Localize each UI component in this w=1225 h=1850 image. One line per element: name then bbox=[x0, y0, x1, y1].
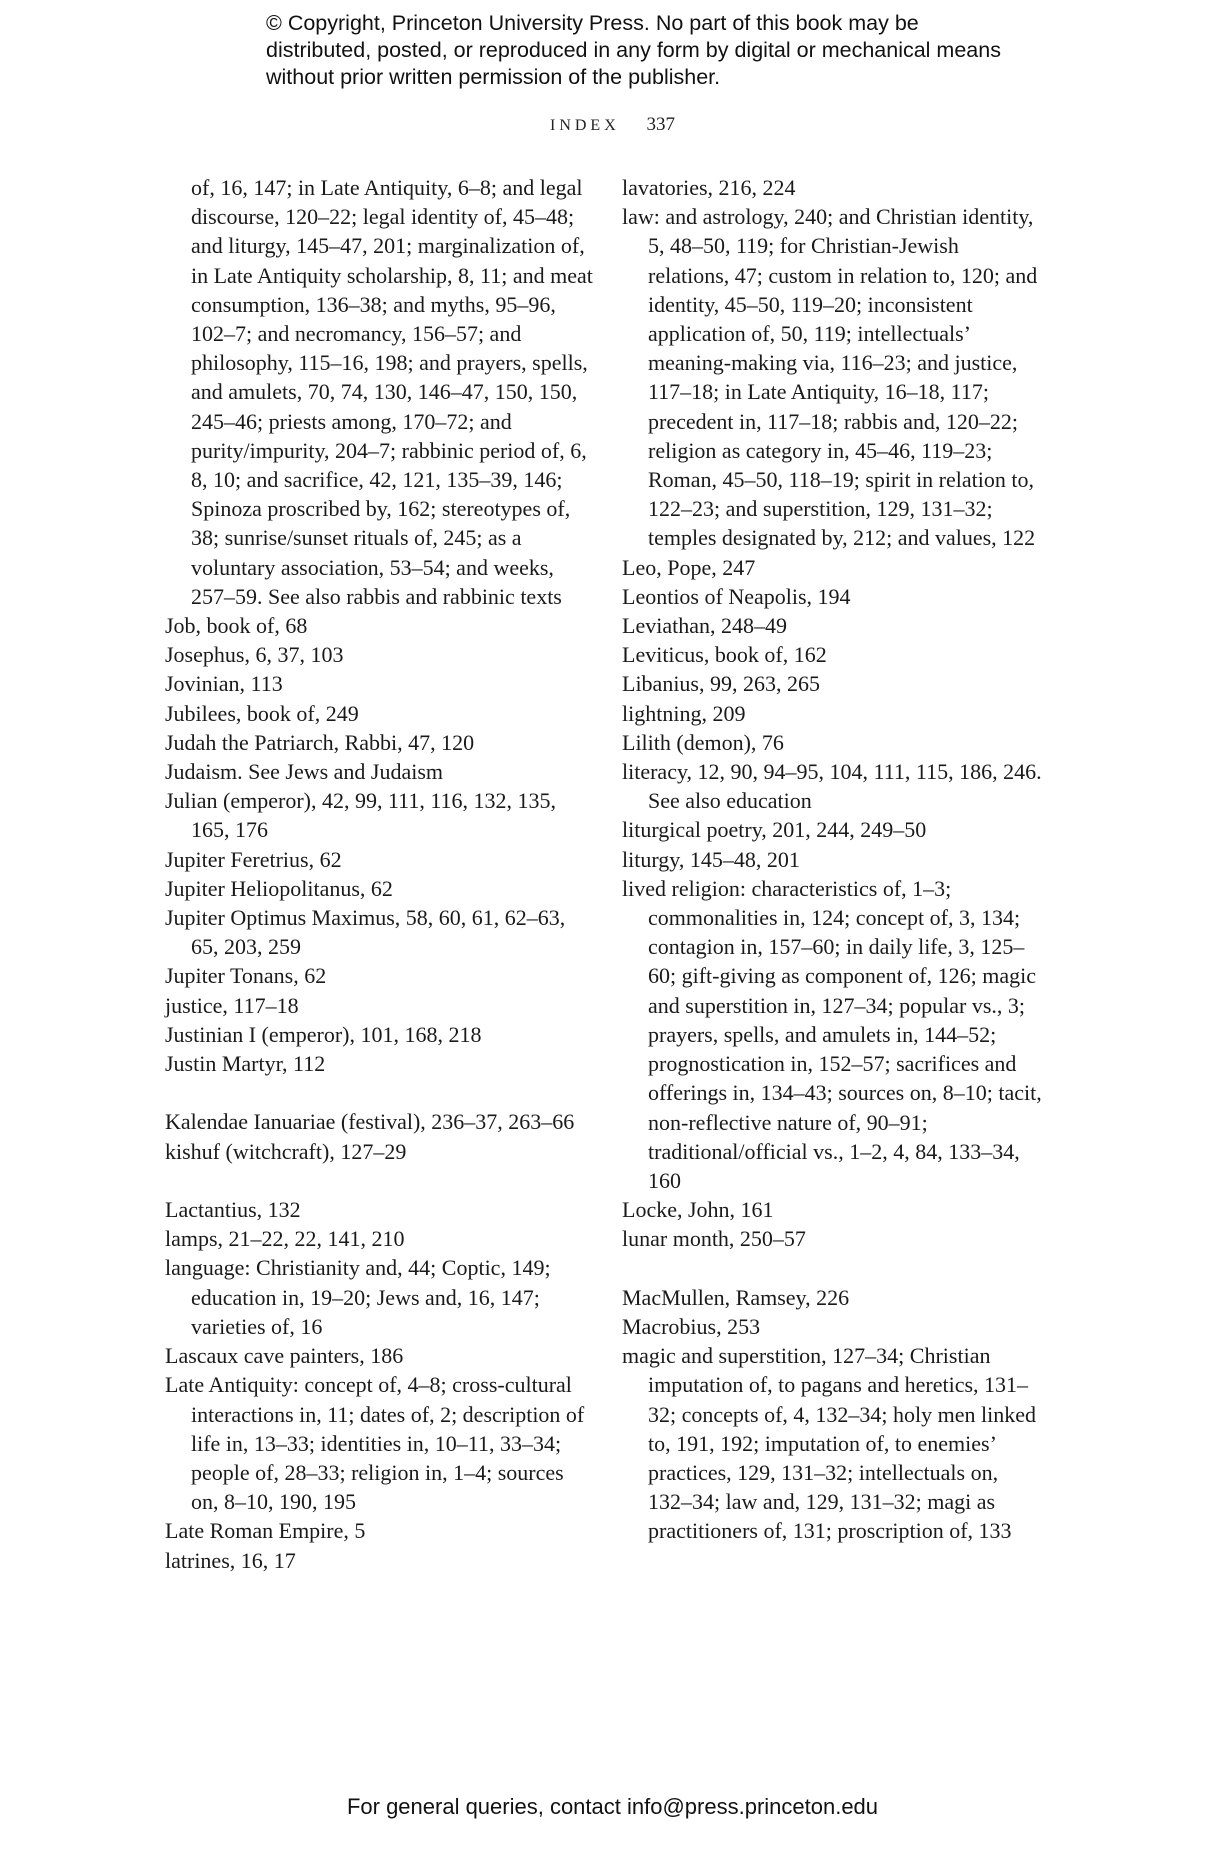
index-entry: liturgy, 145–48, 201 bbox=[622, 846, 800, 872]
index-column-right bbox=[622, 173, 1042, 1546]
index-entry: Justinian I (emperor), 101, 168, 218 bbox=[165, 1021, 482, 1047]
index-entry: Job, book of, 68 bbox=[165, 613, 308, 639]
index-entry: language: Christianity and, 44; Coptic, 149; education in, 19–20; Jews and, 16, 147; varieties of, 16 bbox=[165, 1255, 551, 1339]
index-entry: magic and superstition, 127–34; Christian imputation of, to pagans and heretics, 131–32; concepts of, 4, 132–34; holy men linked to, 191, 192; imputation of, to enemies’ practices, 129, 131–32; intellectuals on, 132–34; law and, 129, 131–32; magi as practitioners of, 131; proscription of, 133 bbox=[622, 1343, 1036, 1544]
index-entry: justice, 117–18 bbox=[165, 992, 299, 1018]
index-entry: Jupiter Optimus Maximus, 58, 60, 61, 62–63, 65, 203, 259 bbox=[165, 905, 566, 960]
index-entry: Leviticus, book of, 162 bbox=[622, 642, 827, 668]
copyright-notice: © Copyright, Princeton University Press. No part of this book may be distributed, posted, or reproduced in any form by digital or mechanical means without prior written permission of the publisher. bbox=[266, 11, 1001, 89]
running-head-label: INDEX bbox=[549, 117, 620, 134]
index-entry: Locke, John, 161 bbox=[622, 1197, 774, 1223]
index-entry: kishuf (witchcraft), 127–29 bbox=[165, 1138, 407, 1164]
index-entry: Jupiter Heliopolitanus, 62 bbox=[165, 875, 393, 901]
index-entry: Leontios of Neapolis, 194 bbox=[622, 583, 851, 609]
index-entry: Libanius, 99, 263, 265 bbox=[622, 671, 820, 697]
index-entry: Judah the Patriarch, Rabbi, 47, 120 bbox=[165, 729, 475, 755]
index-entry: law: and astrology, 240; and Christian identity, 5, 48–50, 119; for Christian-Jewish relations, 47; custom in relation to, 120; and identity, 45–50, 119–20; inconsistent application of, 50, 119; intellectuals’ meaning-making via, 116–23; and justice, 117–18; in Late Antiquity, 16–18, 117; precedent in, 117–18; rabbis and, 120–22; religion as category in, 45–46, 119–23; Roman, 45–50, 118–19; spirit in relation to, 122–23; and superstition, 129, 131–32; temples designated by, 212; and values, 122 bbox=[622, 204, 1038, 551]
index-entry: lightning, 209 bbox=[622, 700, 746, 726]
index-column-left bbox=[165, 173, 595, 1575]
index-entry: Judaism. See Jews and Judaism bbox=[165, 759, 444, 785]
index-entry: lunar month, 250–57 bbox=[622, 1226, 806, 1252]
letter-group-gap bbox=[165, 1166, 595, 1195]
index-entry: lamps, 21–22, 22, 141, 210 bbox=[165, 1226, 405, 1252]
index-entry: Late Antiquity: concept of, 4–8; cross-cultural interactions in, 11; dates of, 2; description of life in, 13–33; identities in, 10–11, 33–34; people of, 28–33; religion in, 1–4; sources on, 8–10, 190, 195 bbox=[165, 1372, 585, 1515]
index-entry: Justin Martyr, 112 bbox=[165, 1051, 326, 1077]
index-entry: liturgical poetry, 201, 244, 249–50 bbox=[622, 817, 927, 843]
index-entry: lived religion: characteristics of, 1–3; commonalities in, 124; concept of, 3, 134; contagion in, 157–60; in daily life, 3, 125–60; gift-giving as component of, 126; magic and superstition in, 127–34; popular vs., 3; prayers, spells, and amulets in, 144–52; prognostication in, 152–57; sacrifices and offerings in, 134–43; sources on, 8–10; tacit, non-reflective nature of, 90–91; traditional/official vs., 1–2, 4, 84, 133–34, 160 bbox=[622, 875, 1042, 1193]
index-entry: Lilith (demon), 76 bbox=[622, 729, 784, 755]
running-head bbox=[0, 114, 1225, 136]
index-entry: Jupiter Tonans, 62 bbox=[165, 963, 327, 989]
index-entry-continuation: of, 16, 147; in Late Antiquity, 6–8; and legal discourse, 120–22; legal identity of, 45–48; and liturgy, 145–47, 201; marginalization of, in Late Antiquity scholarship, 8, 11; and meat consumption, 136–38; and myths, 95–96, 102–7; and necromancy, 156–57; and philosophy, 115–16, 198; and prayers, spells, and amulets, 70, 74, 130, 146–47, 150, 150, 245–46; priests among, 170–72; and purity/impurity, 204–7; rabbinic period of, 6, 8, 10; and sacrifice, 42, 121, 135–39, 146; Spinoza proscribed by, 162; stereotypes of, 38; sunrise/sunset rituals of, 245; as a voluntary association, 53–54; and weeks, 257–59. See also rabbis and rabbinic texts bbox=[191, 175, 593, 609]
index-entry: Jovinian, 113 bbox=[165, 671, 283, 697]
index-entry: Kalendae Ianuariae (festival), 236–37, 263–66 bbox=[165, 1109, 575, 1135]
letter-group-gap bbox=[622, 1254, 1042, 1283]
index-entry: Julian (emperor), 42, 99, 111, 116, 132, 135, 165, 176 bbox=[165, 788, 557, 843]
index-entry: Lactantius, 132 bbox=[165, 1197, 301, 1223]
index-entry: Jupiter Feretrius, 62 bbox=[165, 846, 342, 872]
index-entry: literacy, 12, 90, 94–95, 104, 111, 115, 186, 246. See also education bbox=[622, 759, 1042, 814]
index-entry: MacMullen, Ramsey, 226 bbox=[622, 1284, 850, 1310]
page-number: 337 bbox=[646, 114, 675, 135]
index-entry: latrines, 16, 17 bbox=[165, 1547, 296, 1573]
footer-contact: For general queries, contact info@press.princeton.edu bbox=[346, 1794, 879, 1819]
index-entry: Leo, Pope, 247 bbox=[622, 554, 756, 580]
index-entry: Jubilees, book of, 249 bbox=[165, 700, 359, 726]
index-entry: Late Roman Empire, 5 bbox=[165, 1518, 366, 1544]
letter-group-gap bbox=[165, 1078, 595, 1107]
index-entry: lavatories, 216, 224 bbox=[622, 175, 796, 200]
index-entry: Leviathan, 248–49 bbox=[622, 613, 787, 639]
index-entry: Lascaux cave painters, 186 bbox=[165, 1343, 404, 1369]
index-entry: Josephus, 6, 37, 103 bbox=[165, 642, 344, 668]
index-entry: Macrobius, 253 bbox=[622, 1313, 761, 1339]
